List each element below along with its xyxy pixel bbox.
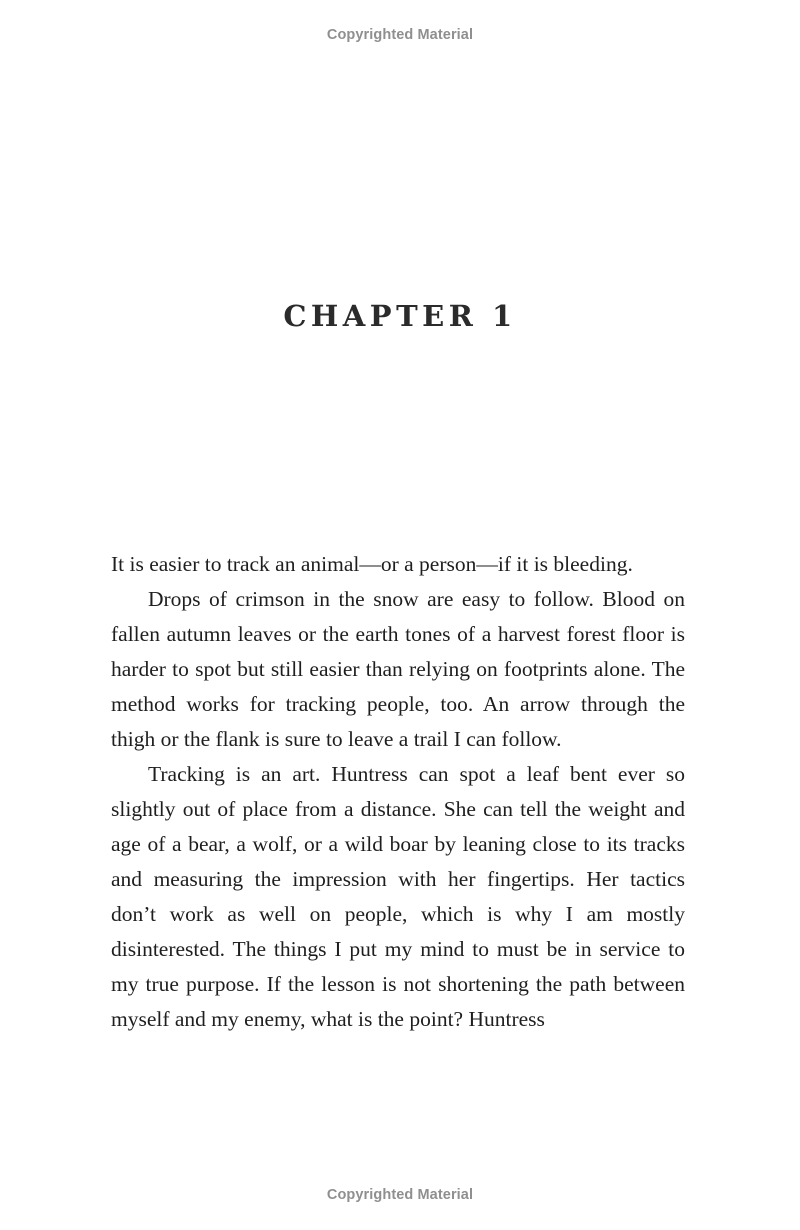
copyright-watermark-top: Copyrighted Material <box>326 27 474 43</box>
chapter-body <box>111 547 685 1037</box>
paragraph-2: Drops of crimson in the snow are easy to follow. Blood on fallen autumn leaves or the earth tones of a harvest forest floor is harder to spot but still easier than relying on footprints alone. The method works for tracking people, too. An arrow through the thigh or the flank is sure to leave a trail I can follow. <box>111 587 685 751</box>
chapter-title: CHAPTER 1 <box>283 299 517 333</box>
copyright-watermark-bottom: Copyrighted Material <box>326 1187 474 1203</box>
paragraph-3: Tracking is an art. Huntress can spot a leaf bent ever so slightly out of place from a distance. She can tell the weight and age of a bear, a wolf, or a wild boar by leaning close to its tracks and measuring the impression with her fingertips. Her tactics don’t work as well on people, which is why I am mostly disinterested. The things I put my mind to must be in service to my true purpose. If the lesson is not shortening the path between myself and my enemy, what is the point? Huntress <box>111 762 685 1031</box>
paragraph-1: It is easier to track an animal—or a person—if it is bleeding. <box>111 552 633 576</box>
